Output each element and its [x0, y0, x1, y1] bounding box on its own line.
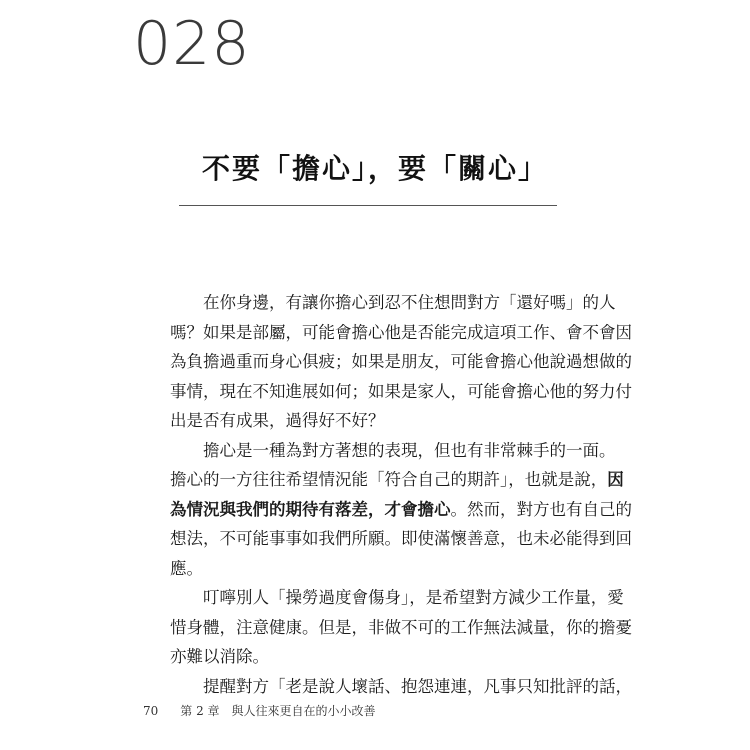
paragraph-4: [170, 672, 632, 702]
text-line: [170, 495, 632, 525]
text-line: 亦難以消除。: [170, 647, 269, 666]
page-number: 70: [143, 704, 159, 718]
text-line: 出是否有成果，過得好不好？: [170, 411, 385, 430]
body-text: [170, 288, 632, 701]
text-line: 事情，現在不知進展如何；如果是家人，可能會擔心他的努力付: [170, 381, 632, 401]
bold-text: 因: [607, 470, 624, 489]
page-footer: [143, 702, 376, 719]
text-line: 應。: [170, 558, 203, 578]
paragraph-1: [170, 288, 632, 436]
paragraph-3: [170, 583, 632, 672]
bold-text: 為情況與我們的期待有落差，才會擔心: [170, 499, 451, 519]
text-line: 嗎？如果是部屬，可能會擔心他是否能完成這項工作、會不會因: [170, 322, 632, 342]
text-line: 擔心是一種為對方著想的表現，但也有非常棘手的一面。: [203, 440, 616, 460]
text-segment: 擔心的一方往往希望情況能「符合自己的期許」，也就是說，: [170, 470, 608, 489]
text-line: 提醒對方「老是說人壞話、抱怨連連，凡事只知批評的話，: [203, 676, 632, 696]
page-title: 不要「擔心」，要「關心」: [201, 152, 548, 185]
text-line: 想法，不可能事事如我們所願。即使滿懷善意，也未必能得到回: [170, 529, 632, 548]
text-segment: 。然而，對方也有自己的: [450, 499, 632, 519]
title-divider: [179, 205, 557, 206]
text-line: 惜身體，注意健康。但是，非做不可的工作無法減量，你的擔憂: [170, 617, 632, 637]
text-line: 為負擔過重而身心俱疲；如果是朋友，可能會擔心他說過想做的: [170, 352, 632, 371]
text-line: 在你身邊，有讓你擔心到忍不住想問對方「還好嗎」的人: [203, 293, 616, 312]
text-line: [170, 465, 624, 495]
running-chapter-title: 第 2 章 與人往來更自在的小小改善: [180, 704, 376, 718]
text-line: 叮嚀別人「操勞過度會傷身」，是希望對方減少工作量，愛: [203, 588, 624, 607]
chapter-number: 028: [133, 9, 251, 79]
paragraph-2: [170, 436, 632, 584]
